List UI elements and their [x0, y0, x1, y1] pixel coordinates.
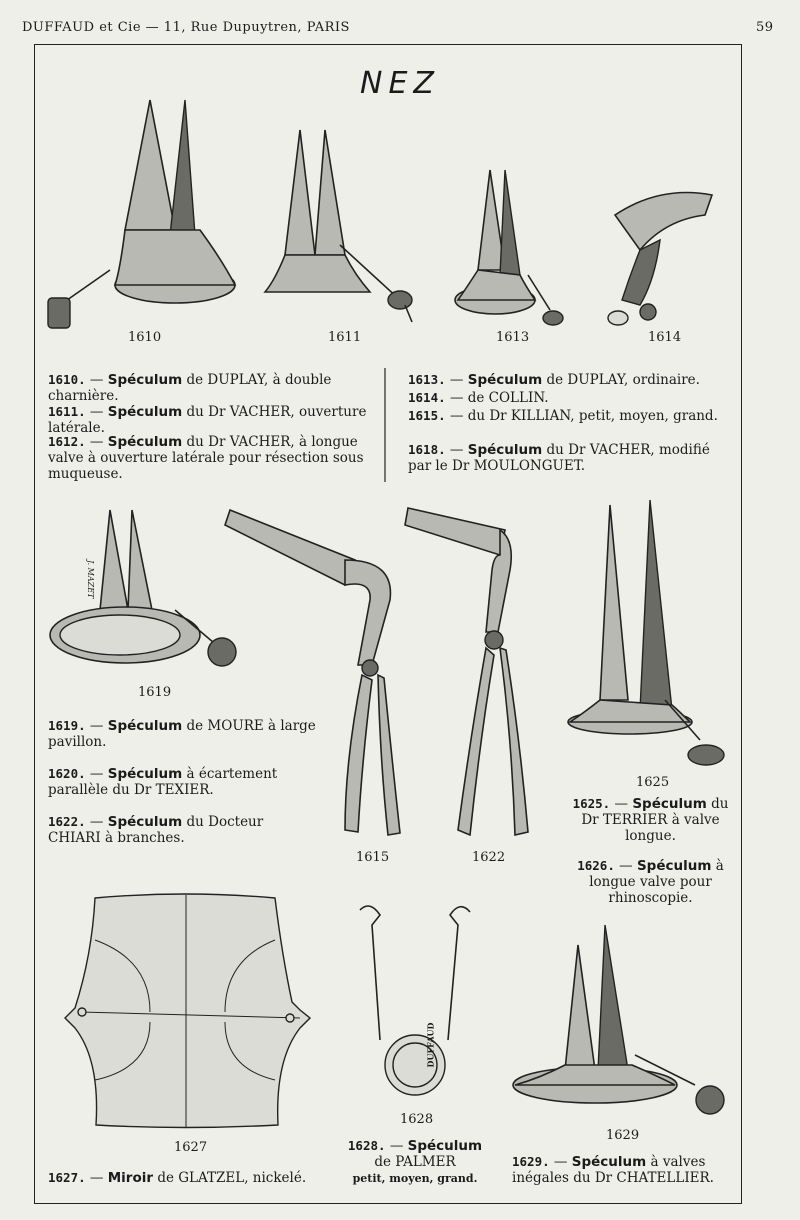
entry-keyword: Spéculum	[632, 796, 707, 812]
entry-number: 1613.	[408, 372, 446, 387]
entry-1622: 1622. — Spéculum du Docteur CHIARI à branches.	[48, 814, 264, 846]
speculum-1614-illustration	[608, 193, 712, 326]
entry-keyword: Spéculum	[467, 442, 543, 458]
entry-1618: 1618. — Spéculum du Dr VACHER, modifié par le Dr MOULONGUET.	[408, 442, 710, 474]
speculum-1629-illustration	[513, 925, 724, 1114]
entry-1626: 1626. — Spéculum à longue valve pour rhinoscopie.	[577, 858, 724, 906]
entry-keyword: Spéculum	[107, 434, 183, 450]
entry-keyword: Spéculum	[571, 1154, 647, 1170]
speculum-1622-illustration	[405, 508, 528, 835]
entry-keyword: Spéculum	[407, 1138, 483, 1154]
entry-1614	[408, 390, 733, 406]
entry-keyword: Spéculum	[107, 814, 183, 830]
entry-text: à longue valve pour rhinoscopie.	[589, 858, 724, 906]
entry-1625: 1625. — Spéculum du Dr TERRIER à valve longue.	[572, 796, 729, 844]
figure-number-1611: 1611	[328, 330, 362, 345]
entry-1613: 1613. — Spéculum de DUPLAY, ordinaire.	[408, 372, 700, 388]
entry-number: 1619.	[48, 718, 86, 733]
figure-number-1625: 1625	[636, 775, 670, 790]
speculum-1619-illustration	[50, 510, 236, 666]
entry-number: 1626.	[577, 858, 615, 873]
entry-keyword: Spéculum	[107, 718, 183, 734]
entry-text: de COLLIN.	[467, 390, 549, 406]
entry-text: de DUPLAY, à double charnière.	[48, 372, 332, 404]
entry-1628: 1628. — Spéculum de PALMER petit, moyen, grand.	[347, 1138, 483, 1185]
entry-text: de PALMER	[374, 1154, 456, 1170]
mirror-1627-illustration	[65, 894, 310, 1128]
speculum-1611-illustration	[265, 130, 412, 322]
figure-number-1619: 1619	[138, 685, 172, 700]
speculum-1625-illustration	[568, 500, 724, 765]
entry-text: du Docteur CHIARI à branches.	[48, 814, 264, 846]
figure-number-1614: 1614	[648, 330, 682, 345]
figure-number-1613: 1613	[496, 330, 530, 345]
running-header: DUFFAUD et Cie — 11, Rue Dupuytren, PARIS	[22, 20, 350, 35]
entry-1619: 1619. — Spéculum de MOURE à large pavillon.	[48, 718, 316, 750]
entry-keyword: Spéculum	[107, 766, 183, 782]
entry-text: du Dr VACHER, à longue valve à ouverture latérale pour résection sous muqueuse.	[48, 434, 364, 482]
entry-number: 1614.	[408, 390, 446, 405]
entry-keyword: Spéculum	[636, 858, 712, 874]
entry-keyword: Miroir	[107, 1170, 154, 1186]
entry-dash: —	[449, 390, 464, 406]
speculum-1610-illustration	[48, 100, 235, 328]
entry-keyword: Spéculum	[467, 372, 543, 388]
entry-number: 1628.	[347, 1138, 386, 1153]
entry-1612: 1612. — Spéculum du Dr VACHER, à longue valve à ouverture latérale pour résection sous muqueuse.	[48, 434, 364, 482]
entry-1627: 1627. — Miroir de GLATZEL, nickelé.	[48, 1170, 307, 1186]
entry-number: 1612.	[48, 434, 86, 449]
entry-1629: 1629. — Spéculum à valves inégales du Dr CHATELLIER.	[512, 1154, 714, 1186]
entry-keyword: Spéculum	[107, 372, 183, 388]
entry-text: à valves inégales du Dr CHATELLIER.	[512, 1154, 714, 1186]
figure-number-1610: 1610	[128, 330, 162, 345]
entry-1615	[408, 408, 733, 424]
figure-number-1628: 1628	[400, 1112, 434, 1127]
entry-1610: 1610. — Spéculum de DUPLAY, à double charnière.	[48, 372, 332, 404]
figure-number-1629: 1629	[606, 1128, 640, 1143]
entry-keyword: Spéculum	[107, 404, 183, 420]
entry-text: du Dr KILLIAN, petit, moyen, grand.	[467, 408, 718, 424]
speculum-1628-illustration	[360, 906, 470, 1095]
entry-text: de GLATZEL, nickelé.	[157, 1170, 307, 1186]
entry-1620: 1620. — Spéculum à écartement parallèle du Dr TEXIER.	[48, 766, 278, 798]
figure-number-1615: 1615	[356, 850, 390, 865]
entry-number: 1618.	[408, 442, 446, 457]
entry-number: 1620.	[48, 766, 86, 781]
entry-subtext: petit, moyen, grand.	[352, 1172, 478, 1185]
page-number: 59	[756, 20, 774, 35]
figure-number-1622: 1622	[472, 850, 506, 865]
speculum-1613-illustration	[455, 170, 563, 325]
page-title: NEZ	[360, 66, 440, 101]
entry-text: à écartement parallèle du Dr TEXIER.	[48, 766, 278, 798]
entry-number: 1611.	[48, 404, 86, 419]
engraved-marking: DUFFAUD	[425, 1022, 436, 1068]
entry-text: du Dr VACHER, modifié par le Dr MOULONGUET.	[408, 442, 710, 474]
entry-number: 1615.	[408, 408, 446, 423]
entry-text: du Dr TERRIER à valve longue.	[581, 796, 729, 844]
figure-number-1627: 1627	[174, 1140, 208, 1155]
entry-number: 1625.	[572, 796, 611, 811]
entry-number: 1610.	[48, 372, 86, 387]
entry-number: 1629.	[512, 1154, 550, 1169]
entry-dash: —	[449, 408, 464, 424]
entry-number: 1627.	[48, 1170, 86, 1185]
entry-text: du Dr VACHER, ouverture latérale.	[48, 404, 367, 436]
entry-text: de DUPLAY, ordinaire.	[546, 372, 700, 388]
entry-1611: 1611. — Spéculum du Dr VACHER, ouverture latérale.	[48, 404, 367, 436]
engraver-signature: J. MAZET	[86, 560, 95, 599]
entry-text: de MOURE à large pavillon.	[48, 718, 316, 750]
entry-number: 1622.	[48, 814, 86, 829]
